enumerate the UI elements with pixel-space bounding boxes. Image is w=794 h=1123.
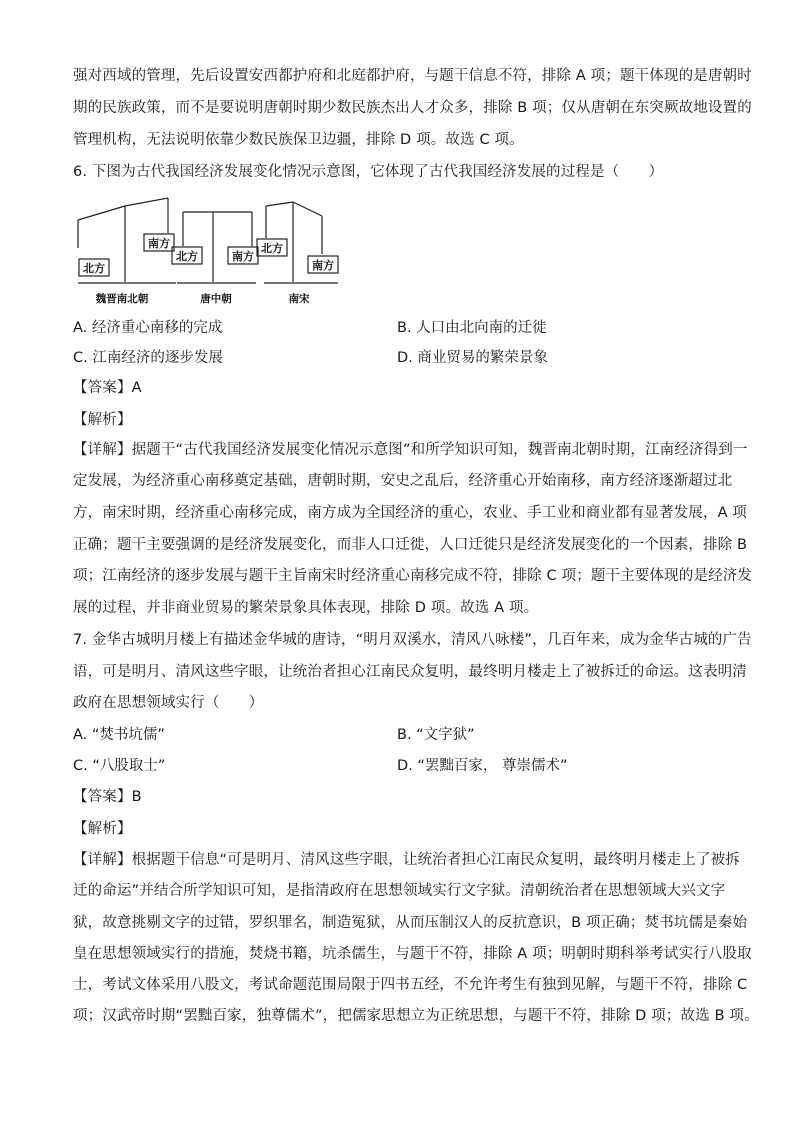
question-7-stem: 7. 金华古城明月楼上有描述金华城的唐诗，“明月双溪水，清风八咏楼”，几百年来，成为金华古城的广告 [73, 632, 752, 648]
text-line: 强对西域的管理，先后设置安西都护府和北庭都护府，与题干信息不符，排除 A 项；题干体现的是唐朝时 [73, 68, 752, 84]
north-label: 北方 [261, 242, 283, 255]
detail-line: 方，南宋时期，经济重心南移完成，南方成为全国经济的重心，农业、手工业和商业都有显著发展，A 项 [73, 505, 748, 521]
period-label: 唐中朝 [200, 293, 232, 305]
detail-line: 正确；题干主要强调的是经济发展变化，而非人口迁徙，人口迁徙只是经济发展变化的一个因素，排除 B [73, 537, 748, 553]
detail-line: 士，考试文体采用八股文，考试命题范围局限于四书五经，不允许考生有独到见解，与题干不符，排除 C [73, 977, 748, 993]
question-7-stem: 语，可是明月、清风这些字眼，让统治者担心江南民众复明，最终明月楼走上了被拆迁的命运。这表明清 [73, 664, 747, 680]
question-6-stem: 6. 下图为古代我国经济发展变化情况示意图，它体现了古代我国经济发展的过程是（ ） [73, 164, 664, 180]
economy-shift-diagram [76, 196, 346, 308]
detail-line: 定发展，为经济重心南移奠定基础，唐朝时期，安史之乱后，经济重心开始南移，南方经济逐渐超过北 [73, 473, 733, 489]
option-c: C. 江南经济的逐步发展 [73, 350, 223, 366]
north-label: 北方 [176, 250, 198, 263]
option-c: C. “八股取士” [73, 758, 166, 774]
south-label: 南方 [232, 250, 254, 263]
detail-line: 【详解】根据题干信息“可是明月、清风这些字眼，让统治者担心江南民众复明，最终明月楼走上了被拆 [73, 852, 740, 868]
detail-line: 皇在思想领域实行的措施，焚烧书籍，坑杀儒生，与题干不符，排除 A 项；明朝时期科举考试实行八股取 [73, 946, 752, 962]
south-label: 南方 [312, 259, 334, 272]
analysis-label: 【解析】 [73, 412, 132, 428]
period-label: 南宋 [288, 293, 310, 305]
period-label: 魏晋南北朝 [95, 293, 149, 305]
detail-line: 项；汉武帝时期“罢黜百家，独尊儒术”，把儒家思想立为正统思想，与题干不符，排除 D 项；故选 B 项。 [73, 1008, 759, 1024]
detail-line: 迁的命运”并结合所学知识可知，是指清政府在思想领域实行文字狱。清朝统治者在思想领域大兴文字 [73, 883, 726, 899]
option-d: D. 商业贸易的繁荣景象 [397, 350, 548, 366]
detail-line: 【详解】据题干“古代我国经济发展变化情况示意图”和所学知识可知，魏晋南北朝时期，江南经济得到一 [73, 442, 748, 458]
detail-line: 项；江南经济的逐步发展与题干主旨南宋时经济重心南移完成不符，排除 C 项；题干主要体现的是经济发 [73, 568, 753, 584]
text-line: 期的民族政策，而不是要说明唐朝时期少数民族杰出人才众多，排除 B 项；仅从唐朝在东突厥故地设置的 [73, 100, 752, 116]
text-line: 管理机构，无法说明依靠少数民族保卫边疆，排除 D 项。故选 C 项。 [73, 132, 524, 148]
question-7-stem: 政府在思想领域实行（ ） [73, 695, 264, 711]
option-b: B. “文字狱” [397, 727, 475, 743]
detail-line: 狱，故意挑剔文字的过错，罗织罪名，制造冤狱，从而压制汉人的反抗意识，B 项正确；焚书坑儒是秦始 [73, 915, 748, 931]
option-d: D. “罢黜百家， 尊崇儒术” [397, 758, 568, 774]
analysis-label: 【解析】 [73, 821, 132, 837]
south-label: 南方 [148, 237, 170, 250]
answer-label: 【答案】A [73, 380, 142, 396]
detail-line: 展的过程，并非商业贸易的繁荣景象具体表现，排除 D 项。故选 A 项。 [73, 600, 539, 616]
option-a: A. 经济重心南移的完成 [73, 320, 223, 336]
option-b: B. 人口由北向南的迁徙 [397, 320, 547, 336]
option-a: A. “焚书坑儒” [73, 727, 165, 743]
answer-label: 【答案】B [73, 789, 142, 805]
north-label: 北方 [83, 262, 105, 275]
